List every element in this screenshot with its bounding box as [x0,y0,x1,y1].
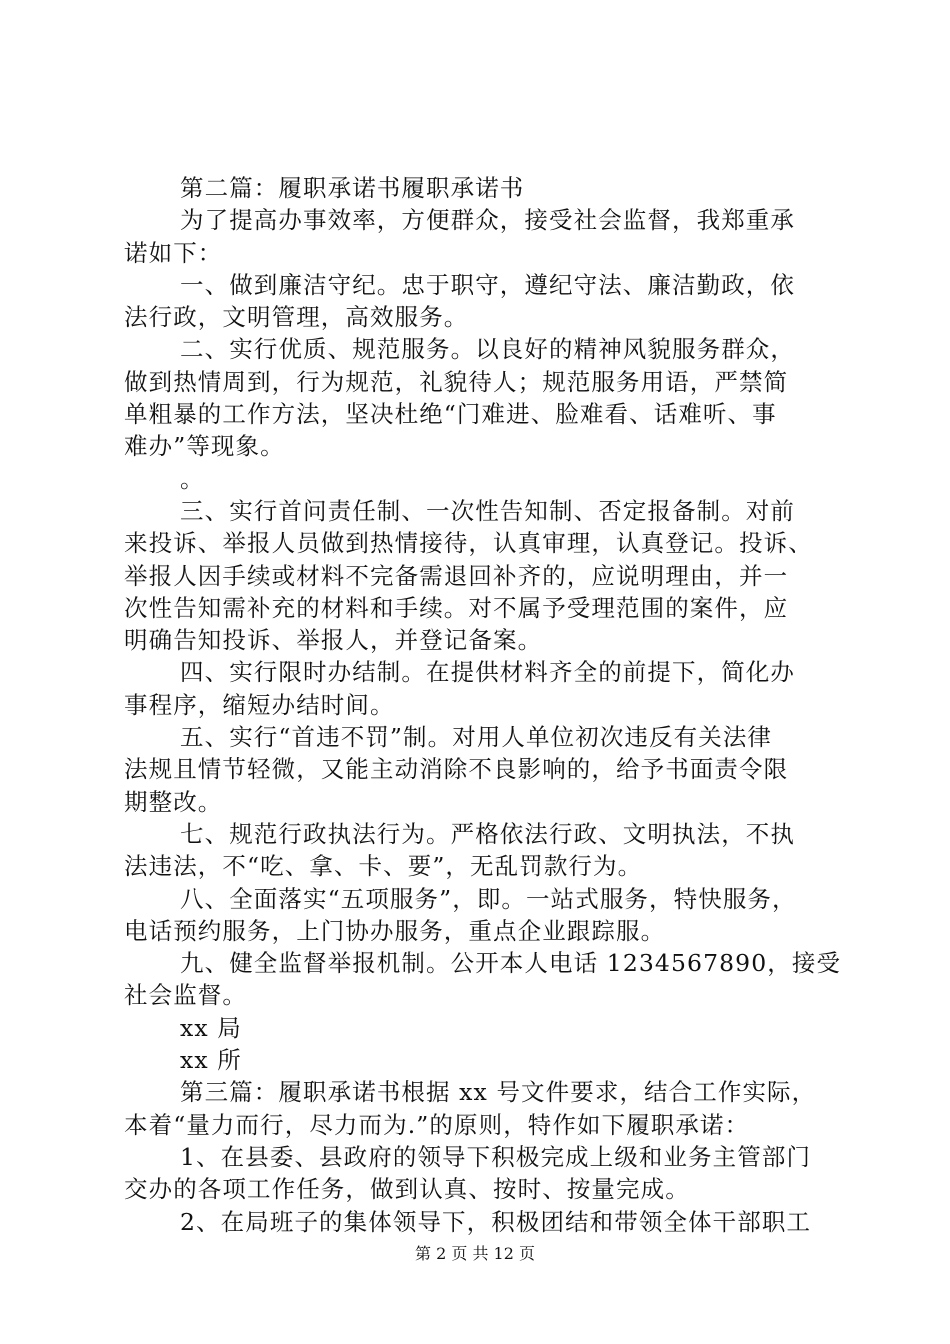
text-line: 交办的各项工作任务，做到认真、按时、按量完成。 [124,1175,690,1204]
text-line: 期整改。 [124,787,223,816]
text-line: 。 [180,464,205,493]
page-footer: 第 2 页 共 12 页 [415,1244,535,1263]
text-line: 七、规范行政执法行为。严格依法行政、文明执法，不执 [180,819,795,848]
text-line: 四、实行限时办结制。在提供材料齐全的前提下，简化办 [180,658,795,687]
text-line: 难办”等现象。 [124,432,285,461]
text-line: 事程序，缩短办结时间。 [124,690,395,719]
text-line: 三、实行首问责任制、一次性告知制、否定报备制。对前 [180,496,795,525]
text-line: 本着“量力而行，尽力而为.”的原则，特作如下履职承诺： [124,1110,750,1139]
text-line: xx 局 [180,1013,242,1042]
text-line: 次性告知需补充的材料和手续。对不属予受理范围的案件，应 [124,593,789,622]
text-line: 诺如下： [124,238,223,267]
text-line: 二、实行优质、规范服务。以良好的精神风貌服务群众， [180,335,795,364]
document-body [124,172,842,1238]
text-line: 八、全面落实“五项服务”，即。一站式服务，特快服务， [180,884,797,913]
text-line: 单粗暴的工作方法，坚决杜绝“门难进、脸难看、话难听、事 [124,400,777,429]
text-line: 为了提高办事效率，方便群众，接受社会监督，我郑重承 [180,206,795,235]
text-line: 来投诉、举报人员做到热情接待，认真审理，认真登记。投诉、 [124,529,813,558]
text-line: 电话预约服务，上门协办服务，重点企业跟踪服。 [124,916,666,945]
text-line: 法规且情节轻微，又能主动消除不良影响的，给予书面责令限 [124,755,789,784]
text-line: 第三篇：履职承诺书根据 xx 号文件要求，结合工作实际， [180,1078,817,1107]
text-line: 五、实行“首违不罚”制。对用人单位初次违反有关法律 [180,723,773,752]
text-line: 法违法，不“吃、拿、卡、要”，无乱罚款行为。 [124,852,643,881]
text-line: 一、做到廉洁守纪。忠于职守，遵纪守法、廉洁勤政，依 [180,270,795,299]
text-line: 举报人因手续或材料不完备需退回补齐的，应说明理由，并一 [124,561,789,590]
text-line: 做到热情周到，行为规范，礼貌待人；规范服务用语，严禁简 [124,367,789,396]
text-line: 第二篇：履职承诺书履职承诺书 [180,174,525,202]
text-line: 1、在县委、县政府的领导下积极完成上级和业务主管部门 [180,1142,812,1171]
text-line: 九、健全监督举报机制。公开本人电话 1234567890，接受 [180,949,842,978]
text-line: 2、在局班子的集体领导下，积极团结和带领全体干部职工 [180,1207,812,1236]
text-line: 明确告知投诉、举报人，并登记备案。 [124,626,543,655]
text-line: 法行政，文明管理，高效服务。 [124,303,469,332]
text-line: xx 所 [180,1046,242,1075]
text-line: 社会监督。 [124,981,247,1010]
